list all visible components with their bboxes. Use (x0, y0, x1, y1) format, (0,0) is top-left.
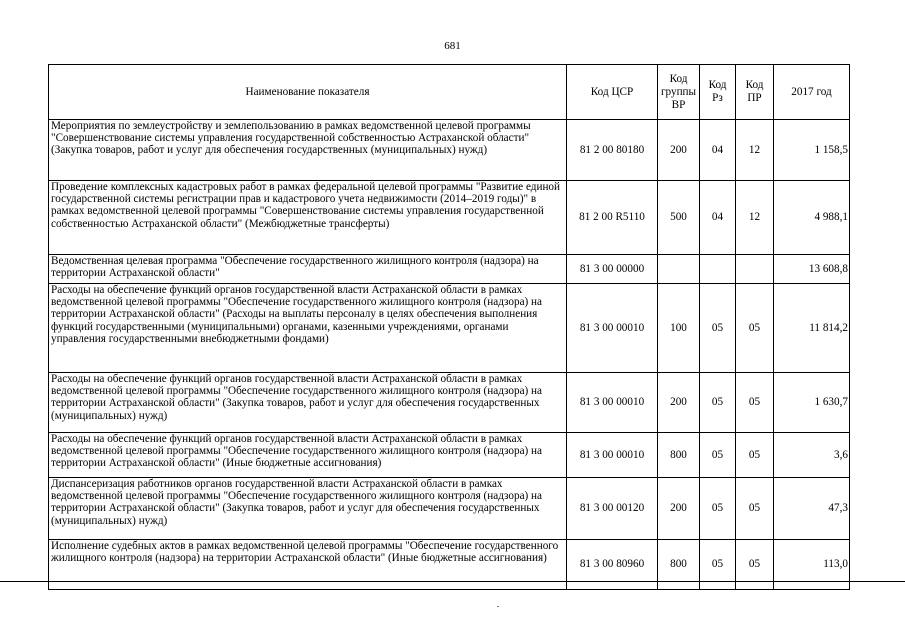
row-name: Расходы на обеспечение функций органов государственной власти Астраханской области в рамках ведомственной целевой программы "Обеспечение государственного жилищного контроля (надзора) на территории Астраханской области" (Иные бюджетные ассигнования) (49, 433, 567, 478)
row-csr: 81 2 00 80180 (567, 120, 658, 181)
row-csr: 81 2 00 R5110 (567, 181, 658, 255)
row-pr: 05 (736, 373, 774, 433)
row-pr: 05 (736, 433, 774, 478)
header-pr: Код ПР (736, 65, 774, 120)
row-pr: 05 (736, 284, 774, 373)
row-vr: 200 (658, 373, 700, 433)
row-rz: 05 (700, 373, 736, 433)
row-csr: 81 3 00 00010 (567, 284, 658, 373)
row-sum: 1 630,7 (774, 373, 850, 433)
row-csr: 81 3 00 00120 (567, 478, 658, 540)
table-row (49, 540, 850, 590)
table-row (49, 284, 850, 373)
row-csr: 81 3 00 80960 (567, 540, 658, 590)
table-header-row (49, 65, 850, 120)
budget-table (48, 64, 850, 590)
row-name: Исполнение судебных актов в рамках ведомственной целевой программы "Обеспечение государственного жилищного контроля (надзора) на территории Астраханской области" (Иные бюджетные ассигнования) (49, 540, 567, 590)
row-rz (700, 255, 736, 284)
row-sum: 11 814,2 (774, 284, 850, 373)
table-row (49, 433, 850, 478)
row-pr: 05 (736, 478, 774, 540)
table-row (49, 373, 850, 433)
row-vr: 100 (658, 284, 700, 373)
table-row (49, 255, 850, 284)
header-name: Наименование показателя (49, 65, 567, 120)
row-name: Расходы на обеспечение функций органов государственной власти Астраханской области в рамках ведомственной целевой программы "Обеспечение государственного жилищного контроля (надзора) на территории Астраханской области" (Закупка товаров, работ и услуг для обеспечения государственных (муниципальных) нужд) (49, 373, 567, 433)
table-row (49, 478, 850, 540)
row-rz: 05 (700, 540, 736, 590)
header-vr: Код группы ВР (658, 65, 700, 120)
page-bottom-rule (0, 581, 905, 582)
row-name: Ведомственная целевая программа "Обеспечение государственного жилищного контроля (надзора) на территории Астраханской области" (49, 255, 567, 284)
header-rz: Код Рз (700, 65, 736, 120)
row-pr: 12 (736, 181, 774, 255)
row-sum: 3,6 (774, 433, 850, 478)
row-vr: 500 (658, 181, 700, 255)
row-vr: 200 (658, 478, 700, 540)
row-name: Мероприятия по землеустройству и землепользованию в рамках ведомственной целевой программы "Совершенствование системы управления государственной собственностью Астраханской области" (Закупка товаров, работ и услуг для обеспечения государственных (муниципальных) нужд) (49, 120, 567, 181)
row-vr (658, 255, 700, 284)
row-vr: 200 (658, 120, 700, 181)
table-row (49, 181, 850, 255)
row-sum: 1 158,5 (774, 120, 850, 181)
row-name: Диспансеризация работников органов государственной власти Астраханской области в рамках ведомственной целевой программы "Обеспечение государственного жилищного контроля (надзора) на территории Астраханской области" (Закупка товаров, работ и услуг для обеспечения государственных (муниципальных) нужд) (49, 478, 567, 540)
row-sum: 47,3 (774, 478, 850, 540)
row-vr: 800 (658, 433, 700, 478)
row-rz: 04 (700, 181, 736, 255)
row-vr: 800 (658, 540, 700, 590)
row-csr: 81 3 00 00010 (567, 433, 658, 478)
scan-speck (497, 606, 499, 607)
row-rz: 05 (700, 433, 736, 478)
header-sum: 2017 год (774, 65, 850, 120)
header-csr: Код ЦСР (567, 65, 658, 120)
row-csr: 81 3 00 00000 (567, 255, 658, 284)
row-pr: 12 (736, 120, 774, 181)
page-number: 681 (444, 40, 461, 52)
row-pr (736, 255, 774, 284)
row-pr: 05 (736, 540, 774, 590)
table-row (49, 120, 850, 181)
row-sum: 4 988,1 (774, 181, 850, 255)
row-sum: 113,0 (774, 540, 850, 590)
row-rz: 04 (700, 120, 736, 181)
row-rz: 05 (700, 478, 736, 540)
row-sum: 13 608,8 (774, 255, 850, 284)
row-name: Проведение комплексных кадастровых работ в рамках федеральной целевой программы "Развитие единой государственной системы регистрации прав и кадастрового учета недвижимости (2014–2019 годы)" в рамках ведомственной целевой программы "Совершенствование системы управления государственной собственностью Астраханской области" (Межбюджетные трансферты) (49, 181, 567, 255)
row-csr: 81 3 00 00010 (567, 373, 658, 433)
row-name: Расходы на обеспечение функций органов государственной власти Астраханской области в рамках ведомственной целевой программы "Обеспечение государственного жилищного контроля (надзора) на территории Астраханской области" (Расходы на выплаты персоналу в целях обеспечения выполнения функций государственными (муниципальными) органами, казенными учреждениями, органами управления государственными внебюджетными фондами) (49, 284, 567, 373)
row-rz: 05 (700, 284, 736, 373)
